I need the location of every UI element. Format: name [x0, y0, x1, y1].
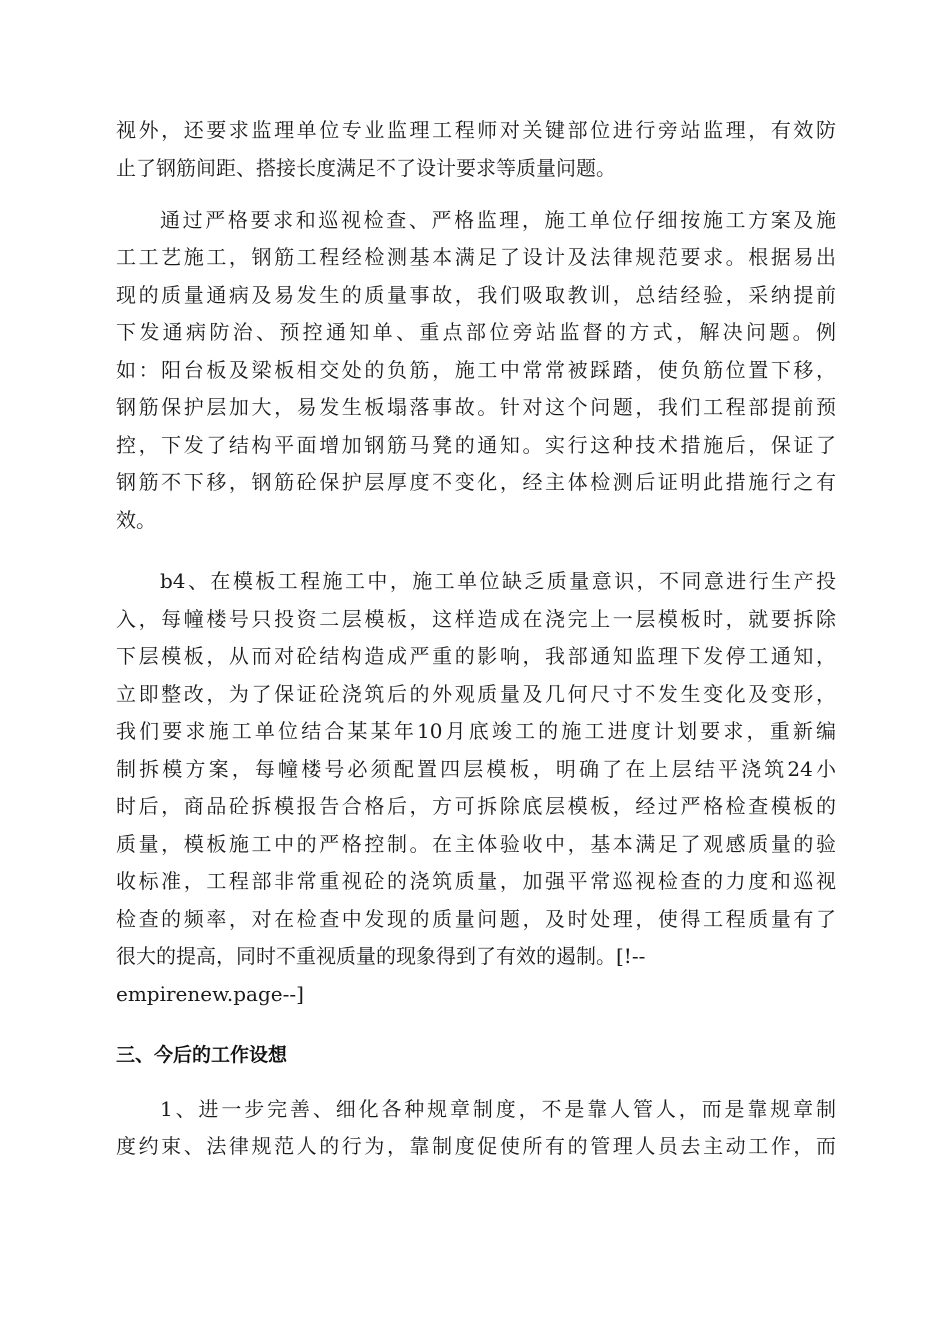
paragraph-2-line-4: 下发通病防治、预控通知单、重点部位旁站监督的方式，解决问题。例: [116, 320, 836, 344]
paragraph-3-line-9: 收标准，工程部非常重视砼的浇筑质量，加强平常巡视检查的力度和巡视: [116, 869, 836, 893]
paragraph-1-line-2: 止了钢筋间距、搭接长度满足不了设计要求等质量问题。: [116, 156, 616, 180]
paragraph-2-line-7: 控，下发了结构平面增加钢筋马凳的通知。实行这种技术措施后，保证了: [116, 433, 836, 457]
paragraph-2-line-1: 通过严格要求和巡视检查、严格监理，施工单位仔细按施工方案及施: [160, 208, 836, 232]
paragraph-3-line-12: empirenew.page--]: [116, 982, 304, 1006]
paragraph-2-line-5: 如：阳台板及梁板相交处的负筋，施工中常常被踩踏，使负筋位置下移，: [116, 358, 836, 382]
paragraph-3-line-8: 质量，模板施工中的严格控制。在主体验收中，基本满足了观感质量的验: [116, 832, 836, 856]
paragraph-3-line-5: 我们要求施工单位结合某某年10月底竣工的施工进度计划要求，重新编: [116, 719, 836, 743]
paragraph-2-line-9: 效。: [116, 508, 156, 532]
paragraph-2-line-3: 现的质量通病及易发生的质量事故，我们吸取教训，总结经验，采纳提前: [116, 283, 836, 307]
paragraph-4-line-1: 1、进一步完善、细化各种规章制度，不是靠人管人，而是靠规章制: [160, 1097, 836, 1121]
paragraph-3-line-3: 下层模板，从而对砼结构造成严重的影响，我部通知监理下发停工通知，: [116, 644, 836, 668]
paragraph-3-line-1: b4、在模板工程施工中，施工单位缺乏质量意识，不同意进行生产投: [160, 569, 836, 593]
paragraph-3-line-6: 制拆模方案，每幢楼号必须配置四层模板，明确了在上层结平浇筑24小: [116, 757, 836, 781]
paragraph-3-line-2: 入，每幢楼号只投资二层模板，这样造成在浇完上一层模板时，就要拆除: [116, 607, 836, 631]
paragraph-4-line-2: 度约束、法律规范人的行为，靠制度促使所有的管理人员去主动工作，而: [116, 1134, 836, 1158]
paragraph-3-line-11: 很大的提高，同时不重视质量的现象得到了有效的遏制。[!--: [116, 944, 646, 968]
paragraph-3-line-7: 时后，商品砼拆模报告合格后，方可拆除底层模板，经过严格检查模板的: [116, 794, 836, 818]
paragraph-3-line-4: 立即整改，为了保证砼浇筑后的外观质量及几何尺寸不发生变化及变形，: [116, 682, 836, 706]
paragraph-3-line-10: 检查的频率，对在检查中发现的质量问题，及时处理，使得工程质量有了: [116, 907, 836, 931]
paragraph-2-line-6: 钢筋保护层加大，易发生板塌落事故。针对这个问题，我们工程部提前预: [116, 395, 836, 419]
paragraph-2-line-8: 钢筋不下移，钢筋砼保护层厚度不变化，经主体检测后证明此措施行之有: [116, 470, 836, 494]
paragraph-2-line-2: 工工艺施工，钢筋工程经检测基本满足了设计及法律规范要求。根据易出: [116, 245, 836, 269]
section-heading: 三、今后的工作设想: [116, 1044, 288, 1066]
paragraph-1-line-1: 视外，还要求监理单位专业监理工程师对关键部位进行旁站监理，有效防: [116, 118, 836, 142]
